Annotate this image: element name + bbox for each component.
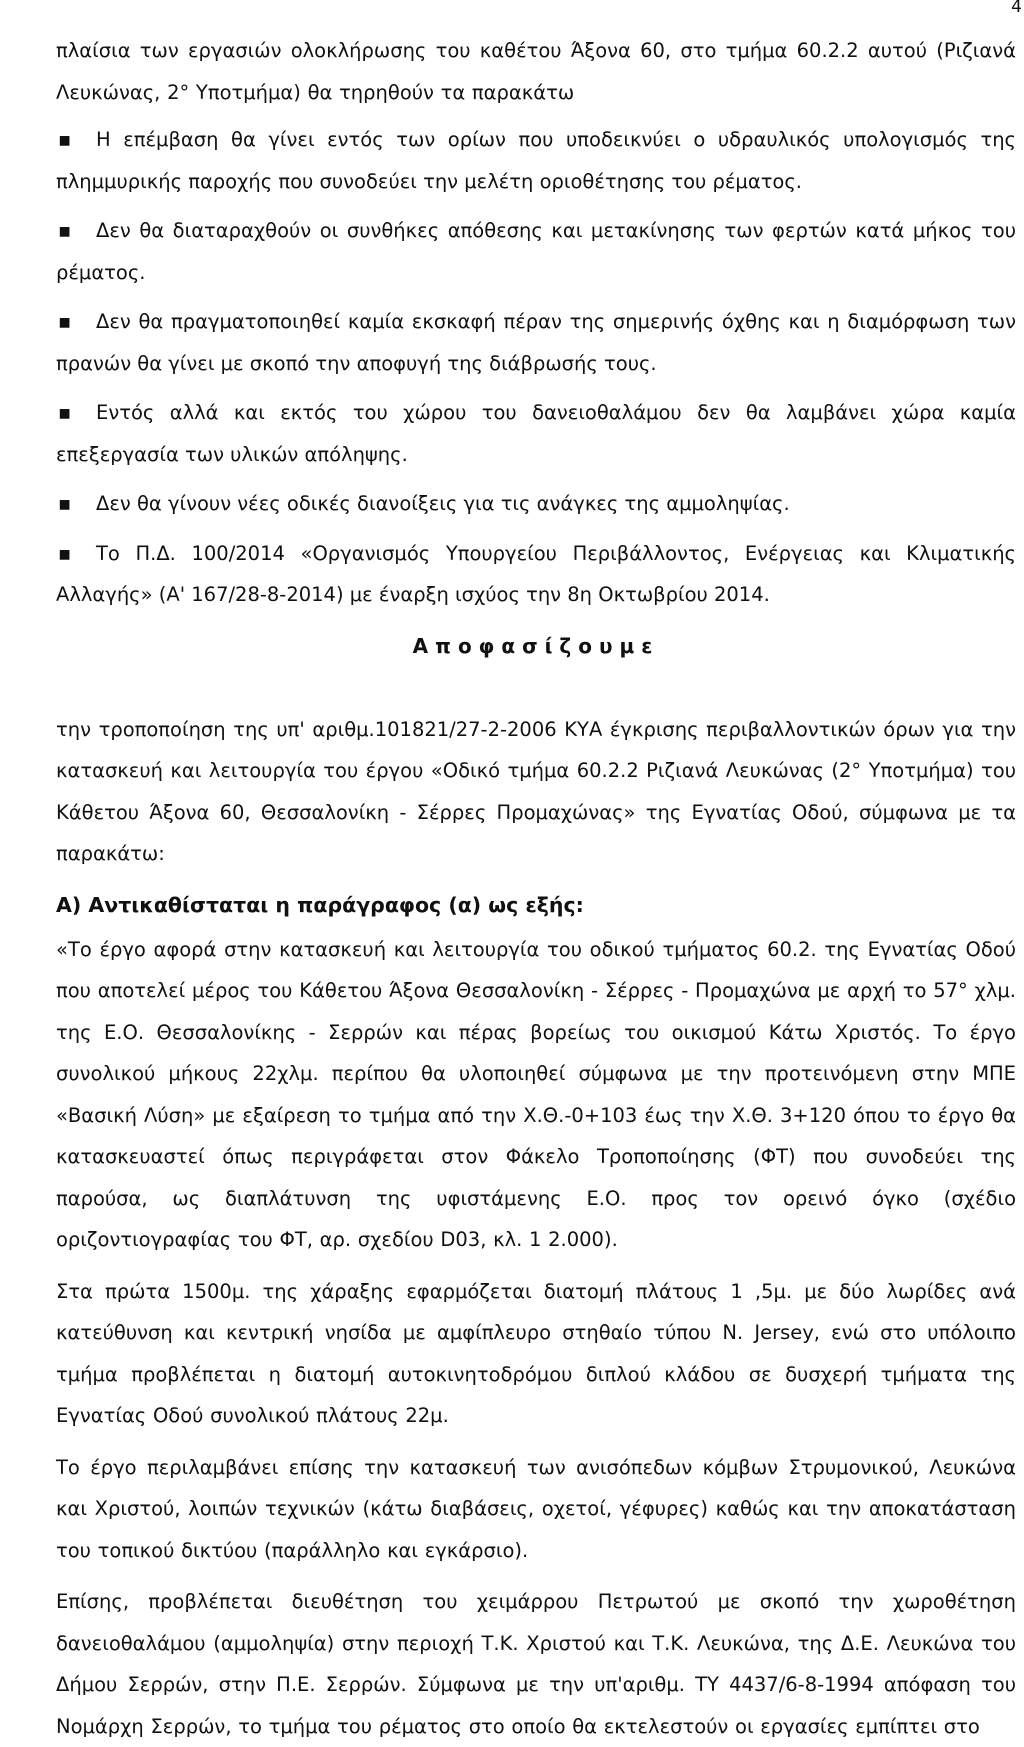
list-item [56, 533, 1016, 616]
decision-heading: Αποφασίζουμε [412, 633, 660, 658]
section-a-paragraph: Στα πρώτα 1500μ. της χάραξης εφαρμόζεται διατομή πλάτους 1 ,5μ. με δύο λωρίδες ανά κατεύθυνση και κεντρική νησίδα με αμφίπλευρο στηθαίο τύπου N. Jersey, ενώ στο υπόλοιπο τμήμα προβλέπεται η διατομή αυτοκινητοδρόμου διπλού κλάδου σε δυσχερή τμήματα της Εγνατίας Οδού συνολικού πλάτους 22μ. [56, 1279, 1016, 1427]
list-item [56, 210, 1016, 293]
list-item-text: Εντός αλλά και εκτός του χώρου του δανειοθαλάμου δεν θα λαμβάνει χώρα καμία επεξεργασία των υλικών απόληψης. [56, 401, 1016, 466]
bullet-icon: ▪ [58, 128, 72, 151]
bullet-icon: ▪ [58, 541, 72, 565]
section-a-title: Α) Αντικαθίσταται η παράγραφος (α) ως εξής: [56, 892, 584, 917]
section-a-paragraph: Επίσης, προβλέπεται διευθέτηση του χειμάρρου Πετρωτού με σκοπό την χωροθέτηση δανειοθαλάμου (αμμοληψία) στην περιοχή Τ.Κ. Χριστού και Τ.Κ. Λευκώνα, της Δ.Ε. Λευκώνα του Δήμου Σερρών, στην Π.Ε. Σερρών. Σύμφωνα με την υπ'αριθμ. ΤΥ 4437/6-8-1994 απόφαση του Νομάρχη Σερρών, το τμήμα του ρέματος στο οποίο θα εκτελεστούν οι εργασίες εμπίπτει στο [56, 1590, 1016, 1738]
bullet-icon: ▪ [58, 492, 72, 515]
section-a-paragraph: Το έργο περιλαμβάνει επίσης την κατασκευή των ανισόπεδων κόμβων Στρυμονικού, Λευκώνα και Χριστού, λοιπών τεχνικών (κάτω διαβάσεις, οχετοί, γέφυρες) καθώς και την αποκατάσταση του τοπικού δικτύου (παράλληλο και εγκάρσιο). [56, 1455, 1016, 1562]
bullet-icon: ▪ [58, 401, 72, 424]
list-item [56, 301, 1016, 384]
list-item-text: Το Π.Δ. 100/2014 «Οργανισμός Υπουργείου Περιβάλλοντος, Ενέργειας και Κλιματικής Αλλαγής» (Α' 167/28-8-2014) με έναρξη ισχύος την 8η Οκτωβρίου 2014. [56, 541, 1016, 606]
conditions-list [56, 119, 1016, 616]
list-item-text: Δεν θα πραγματοποιηθεί καμία εκσκαφή πέραν της σημερινής όχθης και η διαμόρφωση των πρανών θα γίνει με σκοπό την αποφυγή της διάβρωσής τους. [56, 310, 1016, 375]
page-number: 4 [1011, 0, 1022, 17]
section-a-paragraph: «Το έργο αφορά στην κατασκευή και λειτουργία του οδικού τμήματος 60.2. της Εγνατίας Οδού που αποτελεί μέρος του Κάθετου Άξονα Θεσσαλονίκη - Σέρρες - Προμαχώνα με αρχή το 57° χλμ. της Ε.Ο. Θεσσαλονίκης - Σερρών και πέρας βορείως του οικισμού Κάτω Χριστός. Το έργο συνολικού μήκους 22χλμ. περίπου θα υλοποιηθεί σύμφωνα με την προτεινόμενη στην ΜΠΕ «Βασική Λύση» με εξαίρεση το τμήμα από την Χ.Θ.-0+103 έως την Χ.Θ. 3+120 όπου το έργο θα κατασκευαστεί όπως περιγράφεται στον Φάκελο Τροποποίησης (ΦΤ) που συνοδεύει της παρούσα, ως διαπλάτυνση της υφιστάμενης Ε.Ο. προς τον ορεινό όγκο (σχέδιο οριζοντιογραφίας του ΦΤ, αρ. σχεδίου D03, κλ. 1 2.000). [56, 937, 1016, 1251]
list-item-text: Δεν θα διαταραχθούν οι συνθήκες απόθεσης και μετακίνησης των φερτών κατά μήκος του ρέματος. [56, 219, 1016, 284]
intro-paragraph: πλαίσια των εργασιών ολοκλήρωσης του καθέτου Άξονα 60, στο τμήμα 60.2.2 αυτού (Ριζιανά Λευκώνας, 2° Υποτμήμα) θα τηρηθούν τα παρακάτω [56, 39, 1016, 104]
bullet-icon: ▪ [58, 219, 72, 242]
list-item [56, 119, 1016, 202]
list-item [56, 483, 1016, 525]
list-item-text: Η επέμβαση θα γίνει εντός των ορίων που υποδεικνύει ο υδραυλικός υπολογισμός της πλημμυρικής παροχής που συνοδεύει την μελέτη οριοθέτησης του ρέματος. [56, 128, 1016, 193]
decision-paragraph: την τροποποίηση της υπ' αριθμ.101821/27-2-2006 ΚΥΑ έγκρισης περιβαλλοντικών όρων για την κατασκευή και λειτουργία του έργου «Οδικό τμήμα 60.2.2 Ριζιανά Λευκώνας (2° Υποτμήμα) του Κάθετου Άξονα 60, Θεσσαλονίκη - Σέρρες Προμαχώνας» της Εγνατίας Οδού, σύμφωνα με τα παρακάτω: [56, 717, 1016, 865]
bullet-icon: ▪ [58, 310, 72, 333]
list-item [56, 392, 1016, 475]
list-item-text: Δεν θα γίνουν νέες οδικές διανοίξεις για τις ανάγκες της αμμοληψίας. [96, 492, 790, 515]
